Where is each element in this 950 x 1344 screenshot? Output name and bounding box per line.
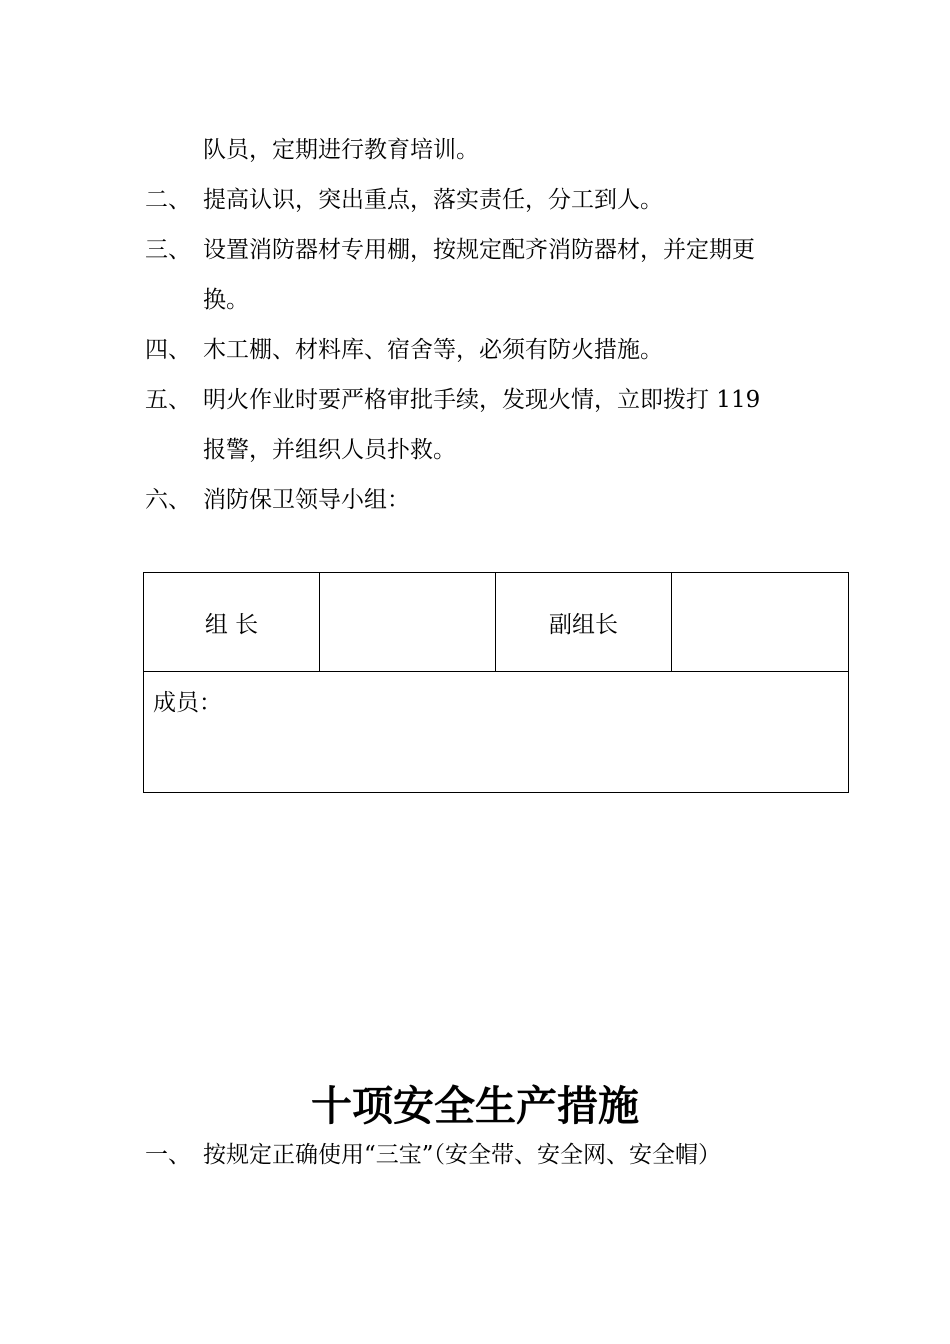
list-item-continuation: 队员，定期进行教育培训。 (203, 137, 479, 163)
leader-label-cell: 组 长 (144, 573, 320, 672)
table-row (144, 672, 849, 793)
list-item-text: 木工棚、材料库、宿舍等，必须有防火措施。 (203, 337, 663, 363)
list-item-text: 按规定正确使用“三宝”（安全带、安全网、安全帽） (203, 1142, 722, 1168)
list-item-number: 三、 (145, 237, 191, 263)
list-item-number: 五、 (145, 387, 191, 413)
members-cell: 成员： (144, 672, 849, 793)
list-item-text-continued: 报警，并组织人员扑救。 (203, 437, 456, 463)
leadership-group-table (143, 572, 849, 793)
list-item-text: 明火作业时要严格审批手续，发现火情，立即拨打 119 (203, 387, 761, 413)
list-item-text: 设置消防器材专用棚，按规定配齐消防器材，并定期更 (203, 237, 755, 263)
leader-value-cell (320, 573, 496, 672)
section-title: 十项安全生产措施 (311, 1082, 639, 1130)
list-item-number: 二、 (145, 187, 191, 213)
list-item-text: 提高认识，突出重点，落实责任，分工到人。 (203, 187, 663, 213)
list-item-number: 六、 (145, 487, 191, 513)
list-item-text: 消防保卫领导小组： (203, 487, 410, 513)
list-item-number: 一、 (145, 1142, 191, 1168)
list-item-text-continued: 换。 (203, 287, 249, 313)
deputy-label-cell: 副组长 (496, 573, 672, 672)
deputy-value-cell (672, 573, 849, 672)
list-item-number: 四、 (145, 337, 191, 363)
table-row (144, 573, 849, 672)
